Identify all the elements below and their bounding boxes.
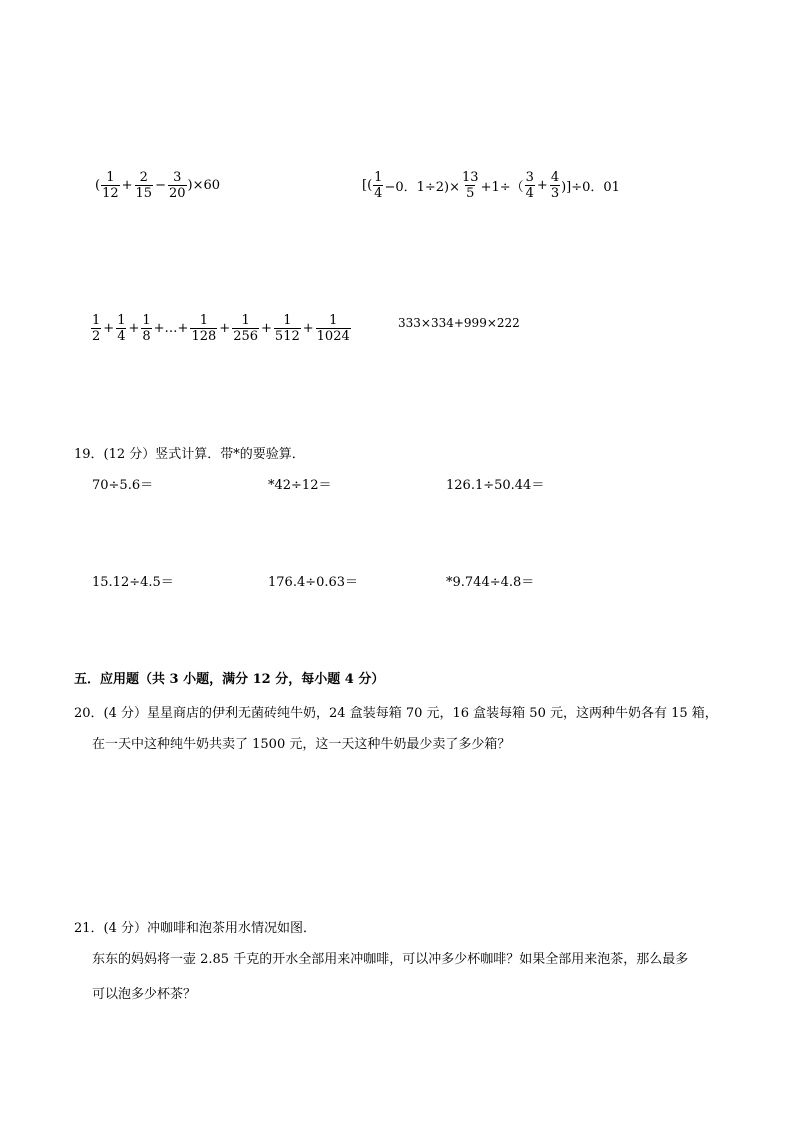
calc-item: 176.4÷0.63＝ (268, 575, 359, 590)
fraction: $\frac{3}{4}$ (525, 170, 534, 201)
calc-item: 15.12÷4.5＝ (92, 575, 174, 590)
question-21-line3: 可以泡多少杯茶？ (92, 987, 197, 1002)
bracket: [( (362, 178, 373, 193)
question-21-line2: 东东的妈妈将一壶 2.85 千克的开水全部用来冲咖啡，可以冲多少杯咖啡？如果全部用来泡茶，那么最多 (92, 952, 689, 967)
operator: + (219, 321, 231, 336)
expression-tail: )]÷0．01 (561, 180, 620, 195)
calc-item: 70÷5.6＝ (92, 478, 154, 493)
fraction: $\frac{1}{8}$ (142, 313, 151, 344)
question-20-line2: 在一天中这种纯牛奶共卖了 1500 元，这一天这种牛奶最少卖了多少箱？ (92, 737, 511, 752)
fraction: $\frac{4}{3}$ (550, 170, 560, 201)
operator: + (302, 321, 314, 336)
fraction: $\frac{1}{256}$ (233, 313, 259, 344)
fraction: $\frac{1}{4}$ (374, 170, 383, 201)
question-20-line1: 20．(4 分）星星商店的伊利无菌砖纯牛奶，24 盒装每箱 70 元，16 盒装每箱 50 元，这两种牛奶各有 15 箱， (74, 706, 718, 721)
calc-item: *9.744÷4.8＝ (446, 575, 535, 590)
question-19-title: 19．(12 分）竖式计算．带*的要验算． (74, 447, 305, 462)
fraction: $\frac{1}{2}$ (92, 313, 101, 344)
fraction: $\frac{3}{20}$ (168, 170, 186, 201)
calc-item: 126.1÷50.44＝ (446, 478, 545, 493)
expression-4: 333×334+999×222 (398, 316, 520, 330)
calc-item: *42÷12＝ (268, 478, 332, 493)
fraction: $\frac{1}{128}$ (191, 313, 217, 344)
expression-1 (95, 170, 220, 201)
section-heading: 五．应用题（共 3 小题，满分 12 分，每小题 4 分） (74, 672, 385, 687)
fraction: $\frac{1}{4}$ (117, 313, 126, 344)
expression-part: +1÷（ (480, 180, 524, 195)
operator: + (128, 321, 140, 336)
operator: − (155, 178, 166, 193)
operator: + (103, 321, 115, 336)
operator: + (261, 321, 272, 336)
expression-2 (362, 170, 620, 201)
fraction: $\frac{1}{512}$ (274, 313, 300, 344)
operator: + (536, 178, 548, 193)
operator: + (121, 178, 133, 193)
expression-part: −0．1÷2)× (384, 180, 461, 195)
fraction: $\frac{13}{5}$ (462, 170, 479, 201)
fraction: $\frac{1}{12}$ (102, 170, 119, 201)
expression-3 (90, 313, 352, 344)
question-21-line1: 21．(4 分）冲咖啡和泡茶用水情况如图． (74, 921, 317, 936)
expression-tail: )×60 (187, 178, 221, 193)
ellipsis: +…+ (153, 321, 189, 336)
fraction: $\frac{1}{1024}$ (316, 313, 350, 344)
paren: ( (95, 178, 101, 193)
fraction: $\frac{2}{15}$ (135, 170, 153, 201)
